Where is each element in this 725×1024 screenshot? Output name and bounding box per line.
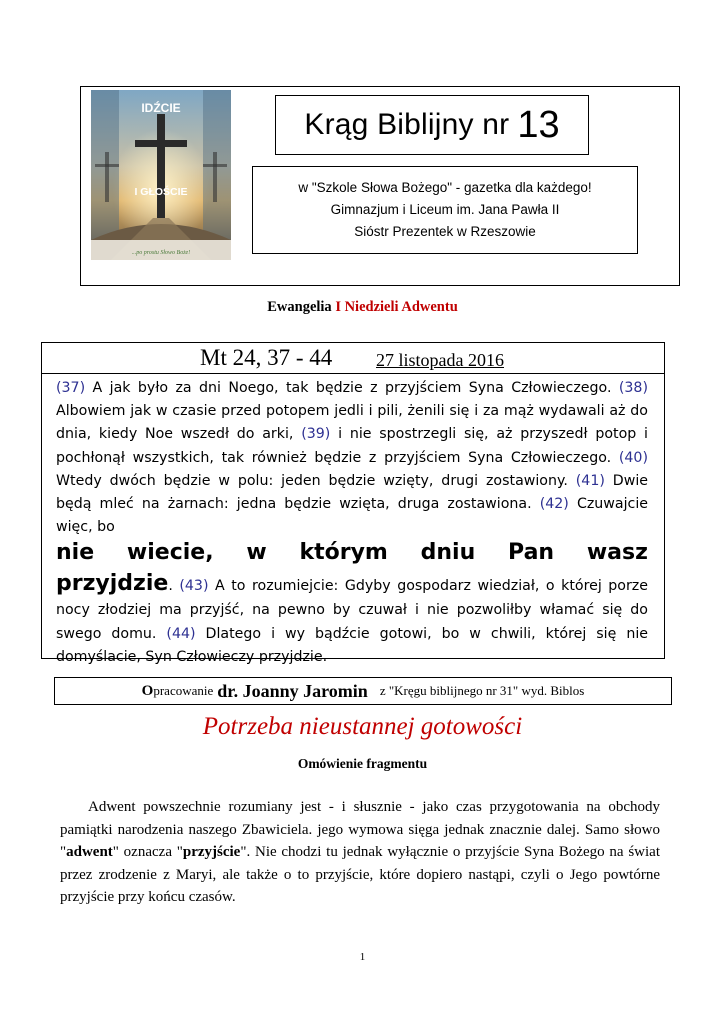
cover-bottom-text: I GŁOŚCIE — [134, 186, 188, 198]
emphasized-word: nie — [56, 540, 95, 566]
verse-text: i nie spostrzegli się, aż przyszedł potop i pochłonął wszystkich, tak również będzie z przyjściem Syna Człowieczego. — [56, 426, 648, 466]
verse-text: Dwie będą mleć na żarnach: jedna będzie wzięta, druga zostawiona. — [56, 472, 648, 513]
cover-caption: ...po prostu Słowo Boże! — [131, 250, 191, 256]
verse-text: Wtedy dwóch będzie w polu: jeden będzie wzięty, drugi zostawiony. — [56, 472, 576, 489]
paragraph-text: " oznacza " — [112, 844, 183, 860]
cover-image — [91, 90, 231, 260]
emphasized-word: wasz — [586, 540, 648, 566]
gospel-text-part-1 — [56, 377, 648, 539]
gospel-text — [42, 374, 664, 669]
emphasized-word: którym — [299, 540, 388, 566]
info-line-1: w "Szkole Słowa Bożego" - gazetka dla każdego! — [298, 180, 592, 195]
paragraph-text: ". Nie chodzi tu jednak wyłącznie o przyjście Syna Bożego na świat przez zrodzenie z Maryi, ale także o to przyjście, które dopiero nastąpi, czyli o Jego powtórne przyjście przy końcu czasów. — [60, 844, 660, 905]
info-line-3: Sióstr Prezentek w Rzeszowie — [354, 224, 536, 239]
verse-number: (42) — [539, 496, 569, 513]
emphasized-word: w — [246, 540, 267, 566]
newsletter-title-box — [275, 95, 589, 155]
gospel-header — [42, 343, 664, 374]
verse-number: (43) — [179, 578, 209, 595]
emphasized-word: dniu — [420, 540, 476, 566]
gospel-intro-highlight: I Niedzieli Adwentu — [335, 299, 458, 315]
emphasized-word: wiecie, — [126, 540, 214, 566]
emphasized-word: Pan — [508, 540, 555, 566]
gospel-intro-prefix: Ewangelia — [267, 299, 336, 315]
newsletter-title: Krąg Biblijny nr — [304, 108, 510, 141]
verse-text: Dlatego i wy bądźcie gotowi, bo w chwili, której się nie domyślacie, Syn Człowieczy przyjdzie. — [56, 625, 649, 665]
verse-number: (38) — [618, 380, 648, 396]
gospel-intro — [0, 299, 725, 316]
verse-text: Albowiem jak w czasie przed potopem jedli i pili, żenili się i za mąż wydawali aż do dnia, kiedy Noe wszedł do arki, — [56, 403, 648, 443]
verse-text: A jak było za dni Noego, tak będzie z przyjściem Syna Człowieczego. — [85, 380, 619, 396]
verse-number: (41) — [575, 472, 605, 489]
issue-number: 13 — [517, 103, 560, 146]
info-line-2: Gimnazjum i Liceum im. Jana Pawła II — [330, 202, 560, 217]
verse-number: (40) — [618, 449, 648, 466]
emphasized-line — [56, 537, 648, 569]
verse-text: A to rozumiejcie: Gdyby gospodarz wiedział, o której porze nocy złodziej ma przyjść, na pewno by czuwał i nie pozwoliłby włamać się do swego domu. — [56, 578, 648, 642]
verse-number: (39) — [301, 426, 331, 443]
publisher-info-box — [252, 166, 638, 254]
paragraph-bold: przyjście — [182, 844, 241, 860]
paragraph-bold: adwent — [66, 844, 113, 860]
credit-box — [54, 677, 672, 705]
verse-number: (44) — [166, 625, 196, 642]
article-paragraph — [60, 796, 660, 909]
page-number: 1 — [359, 951, 366, 963]
cover-top-text: IDŹCIE — [141, 101, 181, 115]
credit-source: z "Kręgu biblijnego nr 31" wyd. Biblos — [379, 683, 585, 698]
credit-author: dr. Joanny Jaromin — [217, 680, 368, 701]
credit-first-letter: O — [141, 682, 154, 699]
article-title: Potrzeba nieustannej gotowości — [202, 713, 523, 740]
gospel-reading-box — [41, 342, 665, 665]
verse-number: (37) — [56, 380, 86, 396]
emphasized-word: przyjdzie — [56, 571, 169, 597]
verse-text: Czuwajcie więc, bo — [56, 496, 648, 536]
verse-text: . — [168, 578, 180, 595]
article-subtitle: Omówienie fragmentu — [297, 756, 428, 771]
gospel-text-part-2 — [56, 569, 648, 669]
credit-prefix: pracowanie — [153, 683, 214, 698]
gospel-date: 27 listopada 2016 — [376, 350, 504, 370]
gospel-reference: Mt 24, 37 - 44 — [200, 345, 333, 370]
paragraph-text: Adwent powszechnie rozumiany jest - i słusznie - jako czas przygotowania na obchody pamiątki narodzenia naszego Zbawiciela. jego wymowa sięga jednak znacznie dalej. Samo słowo " — [60, 799, 660, 860]
